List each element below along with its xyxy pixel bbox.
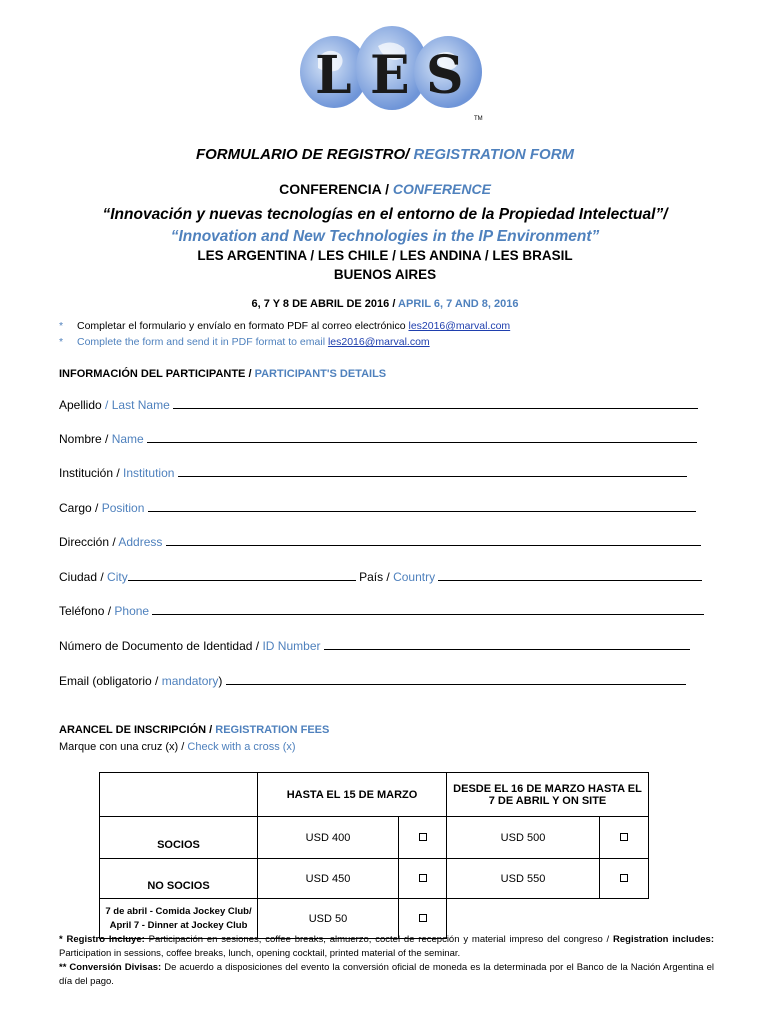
checkbox-icon [620, 833, 628, 841]
checkbox-icon [620, 874, 628, 882]
empty-header-cell [100, 773, 258, 817]
institution-field[interactable]: Institución / Institution [59, 466, 687, 480]
participant-heading: INFORMACIÓN DEL PARTICIPANTE / PARTICIPANT'S DETAILS [59, 368, 387, 380]
price-cell: USD 550 [447, 859, 600, 899]
fees-table [99, 772, 649, 939]
table-row [100, 817, 649, 859]
instruction-en: * Complete the form and send it in PDF format to email les2016@marval.com [59, 336, 430, 348]
price-cell: USD 450 [258, 859, 399, 899]
instruction-es: * Completar el formulario y envíalo en formato PDF al correo electrónico les2016@marval.com [59, 320, 511, 332]
last-name-field[interactable]: Apellido / Last Name [59, 398, 698, 412]
svg-text:TM: TM [474, 116, 483, 122]
checkbox-icon [419, 874, 427, 882]
row-label-socios: SOCIOS [100, 817, 258, 859]
id-number-field[interactable]: Número de Documento de Identidad / ID Number [59, 639, 690, 653]
email-field[interactable]: Email (obligatorio / mandatory) [59, 674, 686, 688]
position-field[interactable]: Cargo / Position [59, 501, 696, 515]
checkbox-icon [419, 833, 427, 841]
theme-es: “Innovación y nuevas tecnologías en el entorno de la Propiedad Intelectual”/ [102, 206, 668, 223]
registration-includes-note: * Registro Incluye: Participación en sesiones, coffee breaks, almuerzo, coctel de recepción y material impreso del congreso / Registration includes: Participation in sessions, coffee breaks, lunch, opening cocktail, printed material of the seminar. [59, 934, 714, 959]
email-link[interactable]: les2016@marval.com [327, 336, 430, 348]
svg-text:L: L [315, 45, 352, 106]
price-cell: USD 400 [258, 817, 399, 859]
svg-text:S: S [426, 45, 464, 106]
city: BUENOS AIRES [333, 267, 437, 282]
row-label-dinner: 7 de abril - Comida Jockey Club/ April 7 - Dinner at Jockey Club [100, 899, 258, 939]
name-field[interactable]: Nombre / Name [59, 432, 697, 446]
event-dates: 6, 7 Y 8 DE ABRIL DE 2016 / APRIL 6, 7 AND 8, 2016 [251, 298, 519, 310]
checkbox-socios-early[interactable] [399, 817, 447, 859]
theme-en: “Innovation and New Technologies in the IP Environment” [170, 228, 600, 245]
checkbox-icon [419, 914, 427, 922]
form-title: FORMULARIO DE REGISTRO/ REGISTRATION FORM [195, 146, 575, 163]
currency-conversion-note: ** Conversión Divisas: De acuerdo a disposiciones del evento la conversión oficial de moneda es la determinada por el Banco de la Nación Argentina el día del pago. [59, 962, 715, 987]
les-logo [298, 18, 484, 130]
row-label-no-socios: NO SOCIOS [100, 859, 258, 899]
conference-label: CONFERENCIA / CONFERENCE [279, 181, 491, 197]
fees-instruction: Marque con una cruz (x) / Check with a cross (x) [59, 741, 296, 753]
checkbox-nosocios-early[interactable] [399, 859, 447, 899]
organizers: LES ARGENTINA / LES CHILE / LES ANDINA / LES BRASIL [197, 248, 573, 263]
col-header-early: HASTA EL 15 DE MARZO [258, 773, 447, 817]
checkbox-socios-late[interactable] [600, 817, 649, 859]
price-cell: USD 500 [447, 817, 600, 859]
col-header-late: DESDE EL 16 DE MARZO HASTA EL 7 DE ABRIL Y ON SITE [447, 773, 649, 817]
city-country-field[interactable]: Ciudad / City País / Country [59, 570, 702, 584]
fees-heading: ARANCEL DE INSCRIPCIÓN / REGISTRATION FEES [59, 724, 330, 736]
email-link[interactable]: les2016@marval.com [408, 320, 511, 332]
phone-field[interactable]: Teléfono / Phone [59, 604, 704, 618]
price-cell: USD 50 [258, 899, 399, 939]
address-field[interactable]: Dirección / Address [59, 535, 701, 549]
checkbox-nosocios-late[interactable] [600, 859, 649, 899]
svg-text:E: E [370, 45, 410, 106]
table-row [100, 859, 649, 899]
